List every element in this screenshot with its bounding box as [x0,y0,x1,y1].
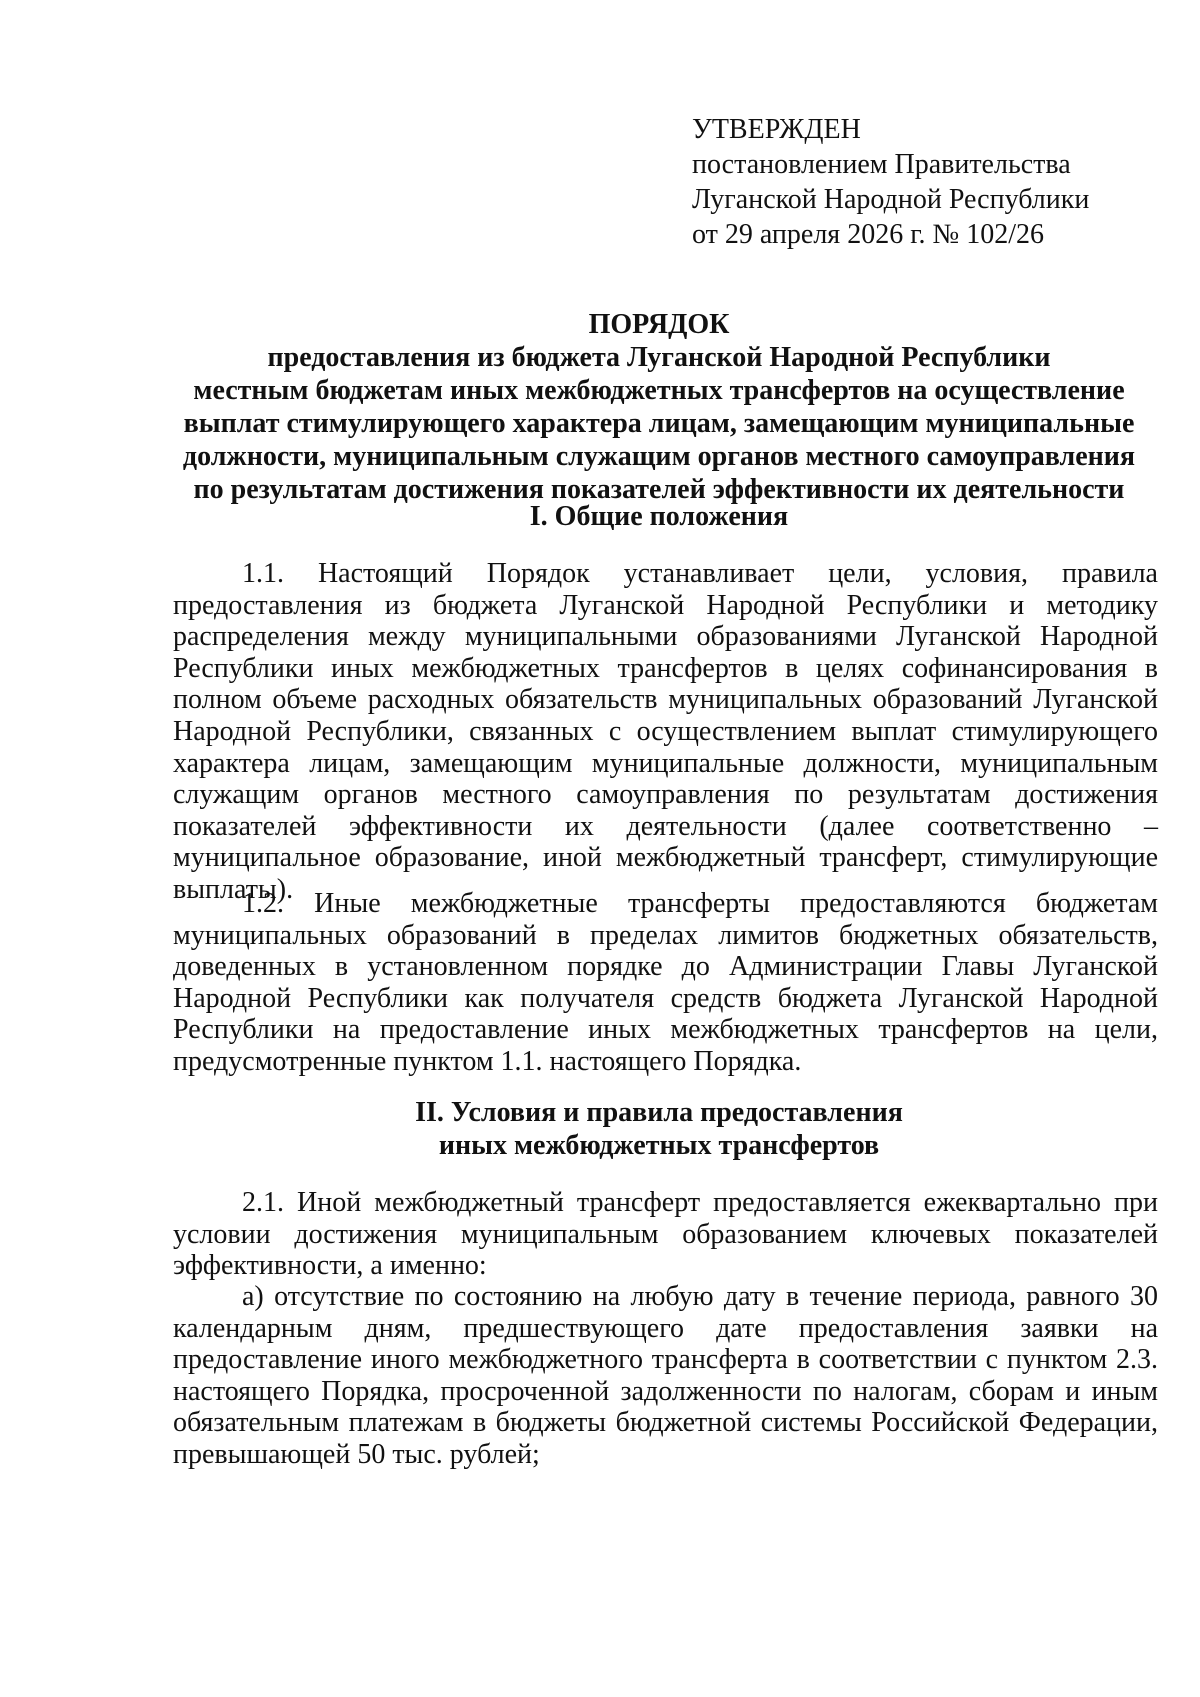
section-2-heading-line: II. Условия и правила предоставления [415,1097,903,1128]
section-1-heading [160,500,1158,533]
paragraph-2-1-a: а) отсутствие по состоянию на любую дату в течение периода, равного 30 календарным дням, предшествующего дате предоставления заявки на предоставление иного межбюджетного трансферта в соответствии с пунктом 2.3. настоящего Порядка, просроченной задолженности по налогам, сборам и иным обязательным платежам в бюджеты бюджетной системы Российской Федерации, превышающей 50 тыс. рублей; [173,1281,1158,1470]
document-title [160,308,1158,506]
approval-line: Луганской Народной Республики [692,184,1090,215]
title-line: должности, муниципальным служащим органов местного самоуправления [182,441,1136,472]
title-main: ПОРЯДОК [588,309,730,340]
section-1-heading-text: I. Общие положения [529,501,789,532]
title-line: местным бюджетам иных межбюджетных трансфертов на осуществление [193,375,1125,406]
title-line: предоставления из бюджета Луганской Народной Республики [267,342,1051,373]
section-2-heading [160,1096,1158,1162]
title-line: по результатам достижения показателей эффективности их деятельности [193,474,1125,505]
paragraph-1-2: 1.2. Иные межбюджетные трансферты предоставляются бюджетам муниципальных образований в пределах лимитов бюджетных обязательств, доведенных в установленном порядке до Администрации Главы Луганской Народной Республики как получателя средств бюджета Луганской Народной Республики на предоставление иных межбюджетных трансфертов на цели, предусмотренные пунктом 1.1. настоящего Порядка. [173,888,1158,1077]
title-line: выплат стимулирующего характера лицам, замещающим муниципальные [183,408,1135,439]
paragraph-2-1: 2.1. Иной межбюджетный трансферт предоставляется ежеквартально при условии достижения муниципальным образованием ключевых показателей эффективности, а именно: [173,1187,1158,1282]
section-2-heading-line: иных межбюджетных трансфертов [438,1130,880,1161]
approval-date: от 29 апреля 2026 г. № 102/26 [692,219,1045,250]
approval-heading: УТВЕРЖДЕН [692,114,861,145]
approval-line: постановлением Правительства [692,149,1071,180]
paragraph-1-1: 1.1. Настоящий Порядок устанавливает цели, условия, правила предоставления из бюджета Луганской Народной Республики и методику распределения между муниципальными образованиями Луганской Народной Республики иных межбюджетных трансфертов в целях софинансирования в полном объеме расходных обязательств муниципальных образований Луганской Народной Республики, связанных с осуществлением выплат стимулирующего характера лицам, замещающим муниципальные должности, муниципальным служащим органов местного самоуправления по результатам достижения показателей эффективности их деятельности (далее соответственно – муниципальное образование, иной межбюджетный трансферт, стимулирующие выплаты). [173,558,1158,905]
approval-stamp [692,112,1162,252]
